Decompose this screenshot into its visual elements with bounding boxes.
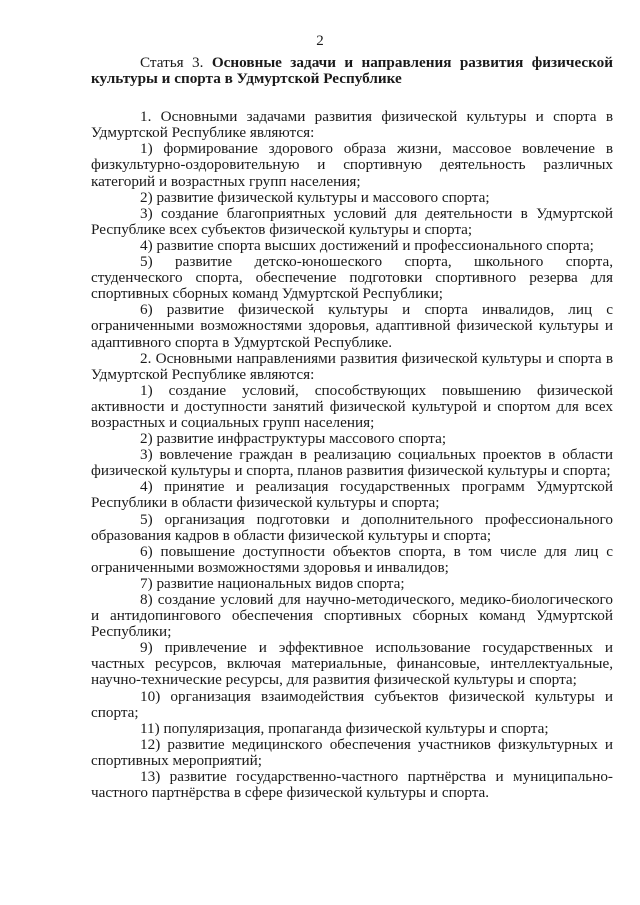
paragraph: 12) развитие медицинского обеспечения участников физкультурных и спортивных мероприятий; [91, 735, 613, 769]
paragraph: 9) привлечение и эффективное использование государственных и частных ресурсов, включая материальные, финансовые, интеллектуальные, научно-технические ресурсы, для развития физической культуры и спорта; [91, 639, 613, 689]
article-label: Статья 3. [140, 54, 204, 71]
paragraph: 10) организация взаимодействия субъектов физической культуры и спорта; [91, 687, 613, 721]
paragraph: 3) вовлечение граждан в реализацию социальных проектов в области физической культуры и спорта, планов развития физической культуры и спорта; [91, 446, 613, 480]
paragraph: 8) создание условий для научно-методического, медико-биологического и антидопингового обеспечения спортивных сборных команд Удмуртской Республики; [91, 591, 613, 641]
paragraph: 1) создание условий, способствующих повышению физической активности и доступности занятий физической культурой и спортом для всех возрастных и социальных групп населения; [91, 381, 613, 431]
document-body [91, 55, 613, 801]
article-heading [91, 55, 613, 87]
paragraph: 11) популяризация, пропаганда физической культуры и спорта; [140, 719, 549, 737]
paragraph: 5) организация подготовки и дополнительного профессионального образования кадров в области физической культуры и спорта; [91, 510, 613, 544]
paragraph: 13) развитие государственно-частного партнёрства и муниципально-частного партнёрства в сфере физической культуры и спорта. [91, 768, 613, 802]
paragraph: 2) развитие физической культуры и массового спорта; [140, 188, 490, 206]
paragraph: 2. Основными направлениями развития физической культуры и спорта в Удмуртской Республике являются: [91, 349, 613, 383]
paragraph: 5) развитие детско-юношеского спорта, школьного спорта, студенческого спорта, обеспечение подготовки спортивного резерва для спортивных сборных команд Удмуртской Республики; [91, 253, 613, 303]
paragraph: 4) развитие спорта высших достижений и профессионального спорта; [140, 236, 594, 254]
article-title: Основные задачи и направления развития физической культуры и спорта в Удмуртской Республике [91, 54, 614, 88]
article-paragraphs [91, 109, 613, 801]
paragraph: 4) принятие и реализация государственных программ Удмуртской Республики в области физической культуры и спорта; [91, 478, 613, 512]
paragraph: 1. Основными задачами развития физической культуры и спорта в Удмуртской Республике являются: [91, 108, 613, 142]
paragraph: 2) развитие инфраструктуры массового спорта; [140, 430, 447, 448]
paragraph: 7) развитие национальных видов спорта; [140, 574, 405, 592]
paragraph: 6) повышение доступности объектов спорта, в том числе для лиц с ограниченными возможностями здоровья и инвалидов; [91, 542, 613, 576]
paragraph: 1) формирование здорового образа жизни, массовое вовлечение в физкультурно-оздоровительную и спортивную деятельность различных категорий и возрастных групп населения; [91, 140, 613, 190]
paragraph: 6) развитие физической культуры и спорта инвалидов, лиц с ограниченными возможностями здоровья, адаптивной физической культуры и адаптивного спорта в Удмуртской Республике. [91, 301, 613, 351]
page-number: 2 [316, 33, 324, 49]
paragraph: 3) создание благоприятных условий для деятельности в Удмуртской Республике всех субъектов физической культуры и спорта; [91, 204, 613, 238]
